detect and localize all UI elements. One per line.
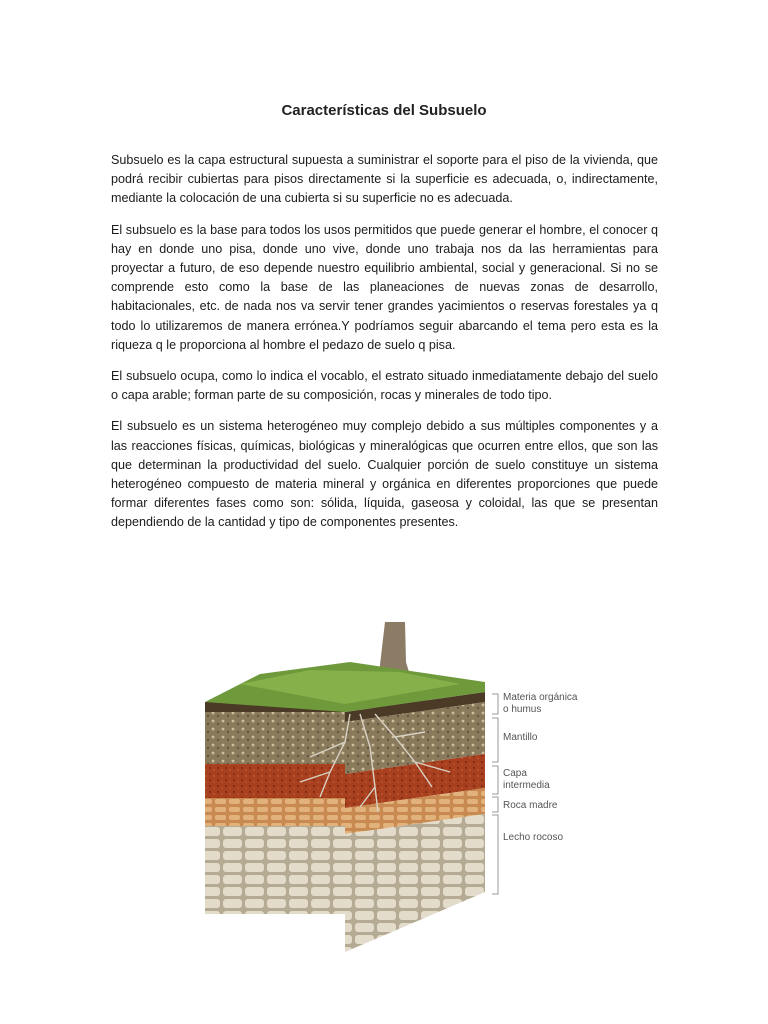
mantillo-layer-front [205,712,345,764]
paragraph: El subsuelo es la base para todos los usos permitidos que puede generar el hombre, el conocer q hay en donde uno pisa, donde uno vive, donde uno trabaja nos da las herramientas para proyectar a futuro, de eso depende nuestro equilibrio ambiental, social y generacional. Si no se comprende esto como la base de las planeaciones de nuevas zonas de desarrollo, habitacionales, etc. de nada nos va servir tener grandes yacimientos o reservas forestales ya q todo lo utilizaremos de manera errónea.Y podríamos seguir abarcando el tema pero esta es la riqueza q le proporciona al hombre el pedazo de suelo q pisa. [111,222,658,352]
page-title: Características del Subsuelo [281,102,487,119]
label-mantillo: Mantillo [503,732,538,743]
label-intermedia-1: Capa [503,768,527,779]
soil-diagram [200,622,600,972]
label-roca-madre: Roca madre [503,800,558,811]
roca-madre-layer-front [205,798,345,826]
label-intermedia-2: intermedia [503,780,550,791]
soil-layers-illustration [200,622,600,972]
paragraph: El subsuelo ocupa, como lo indica el vocablo, el estrato situado inmediatamente debajo del suelo o capa arable; forman parte de su composición, rocas y minerales de todo tipo. [111,369,658,403]
label-humus-2: o humus [503,704,542,715]
label-brackets [492,694,498,894]
paragraph: Subsuelo es la capa estructural supuesta a suministrar el soporte para el piso de la vivienda, que podrá recibir cubiertas para pisos directamente si la superficie es adecuada, o, indirectamente, mediante la colocación de una cubierta si su superficie no es adecuada. [111,153,658,206]
paragraph: El subsuelo es un sistema heterogéneo muy complejo debido a sus múltiples componentes y a las reacciones físicas, químicas, biológicas y mineralógicas que ocurren entre ellos, que son las que determinan la productividad del suelo. Cualquier porción de suelo constituye un sistema heterogéneo compuesto de materia mineral y orgánica en diferentes proporciones que puede formar diferentes fases como son: sólida, líquida, gaseosa y coloidal, las que se presentan dependiendo de la cantidad y tipo de componentes presentes. [111,419,658,530]
label-lecho: Lecho rocoso [503,832,564,843]
intermedia-layer-front [205,764,345,798]
label-humus-1: Materia orgánica [503,692,578,703]
body-text [111,151,658,545]
